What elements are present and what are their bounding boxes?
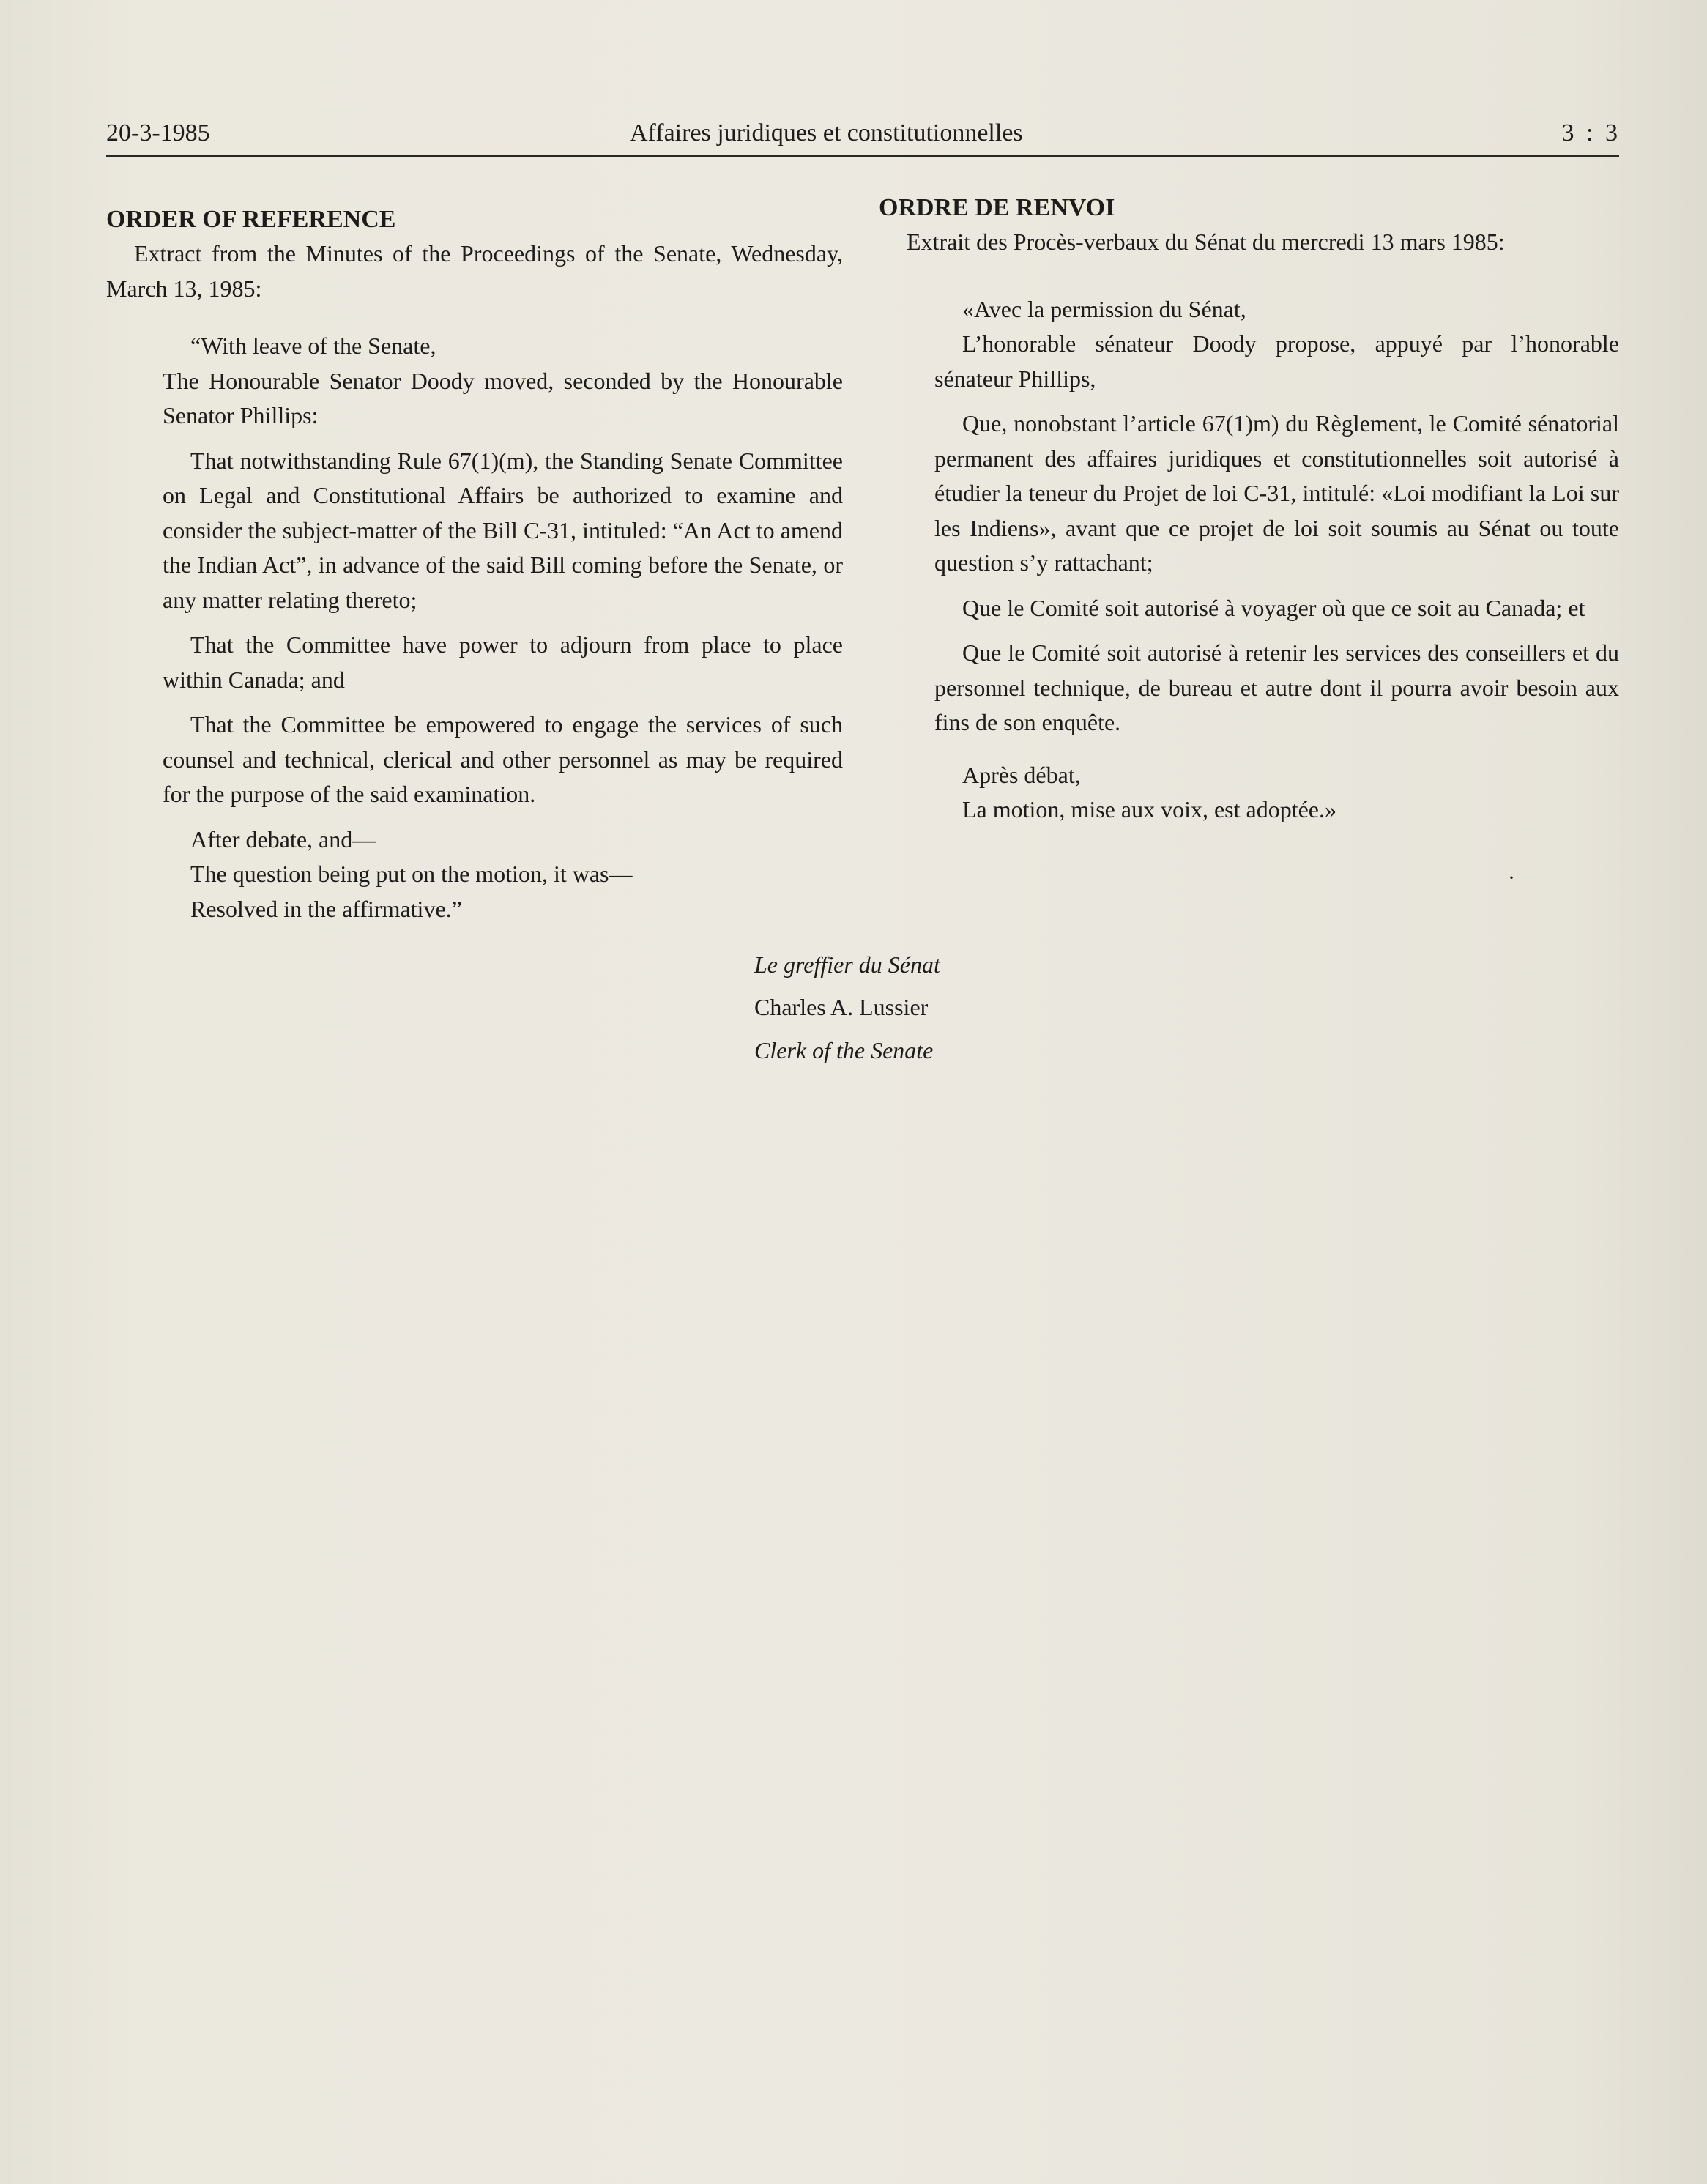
french-intro: Extrait des Procès-verbaux du Sénat du mercredi 13 mars 1985: bbox=[907, 229, 1505, 255]
english-intro: Extract from the Minutes of the Proceedings of the Senate, Wednesday, March 13, 1985: bbox=[106, 240, 843, 302]
english-para-3: That the Committee be empowered to engage the services of such counsel and technical, clerical and other personnel as may be required for the purpose of the said examination. bbox=[163, 711, 843, 807]
english-motion bbox=[106, 329, 843, 926]
signature-title-en: Clerk of the Senate bbox=[754, 1037, 934, 1063]
english-leave: “With leave of the Senate, bbox=[190, 333, 436, 359]
english-question: The question being put on the motion, it was— bbox=[190, 861, 633, 887]
english-column bbox=[106, 202, 843, 926]
header-rule bbox=[106, 155, 1619, 157]
french-para-1: Que, nonobstant l’article 67(1)m) du Règlement, le Comité sénatorial permanent des affaires juridiques et constitutionnelles soit autorisé à étudier la teneur du Projet de loi C-31, intitulé: «Loi modifiant la Loi sur les Indiens», avant que ce projet de loi soit soumis au Sénat ou toute question s’y rattachant; bbox=[934, 410, 1619, 576]
french-column bbox=[879, 194, 1619, 828]
french-para-2: Que le Comité soit autorisé à voyager où que ce soit au Canada; et bbox=[962, 594, 1585, 621]
signature-title-fr: Le greffier du Sénat bbox=[754, 951, 940, 978]
french-para-3: Que le Comité soit autorisé à retenir les services des conseillers et du personnel technique, de bureau et autre dont il pourra avoir besoin aux fins de son enquête. bbox=[934, 639, 1619, 735]
order-of-reference-heading: ORDER OF REFERENCE bbox=[106, 206, 396, 233]
bleed-through-bottom bbox=[103, 1245, 1618, 2124]
english-moved bbox=[163, 364, 843, 434]
french-debate: Après débat, bbox=[962, 761, 1081, 788]
english-resolved: Resolved in the affirmative.” bbox=[190, 895, 462, 922]
english-debate: After debate, and— bbox=[190, 825, 376, 853]
header-page-number: 3 : 3 bbox=[1561, 119, 1621, 146]
stray-mark: · bbox=[1508, 866, 1515, 890]
english-para-2: That the Committee have power to adjourn from place to place within Canada; and bbox=[163, 631, 843, 693]
french-moved: L’honorable sénateur Doody propose, appuyé par l’honorable sénateur Phillips, bbox=[934, 330, 1619, 392]
english-moved-text: The Honourable Senator Doody moved, seconded by the Honourable Senator Phillips: bbox=[163, 367, 843, 428]
signature-name: Charles A. Lussier bbox=[754, 994, 929, 1020]
french-adopted: La motion, mise aux voix, est adoptée.» bbox=[962, 796, 1336, 822]
ordre-de-renvoi-heading: ORDRE DE RENVOI bbox=[879, 194, 1115, 221]
english-para-1: That notwithstanding Rule 67(1)(m), the Standing Senate Committee on Legal and Constitutional Affairs be authorized to examine and consider the subject-matter of the Bill C-31, intituled: “An Act to amend the Indian Act”, in advance of the said Bill coming before the Senate, or any matter relating thereto; bbox=[163, 447, 843, 613]
french-leave: «Avec la permission du Sénat, bbox=[962, 295, 1246, 322]
header-date: 20-3-1985 bbox=[106, 119, 210, 146]
header-title: Affaires juridiques et constitutionnelles bbox=[630, 119, 1023, 146]
french-motion bbox=[879, 292, 1619, 828]
